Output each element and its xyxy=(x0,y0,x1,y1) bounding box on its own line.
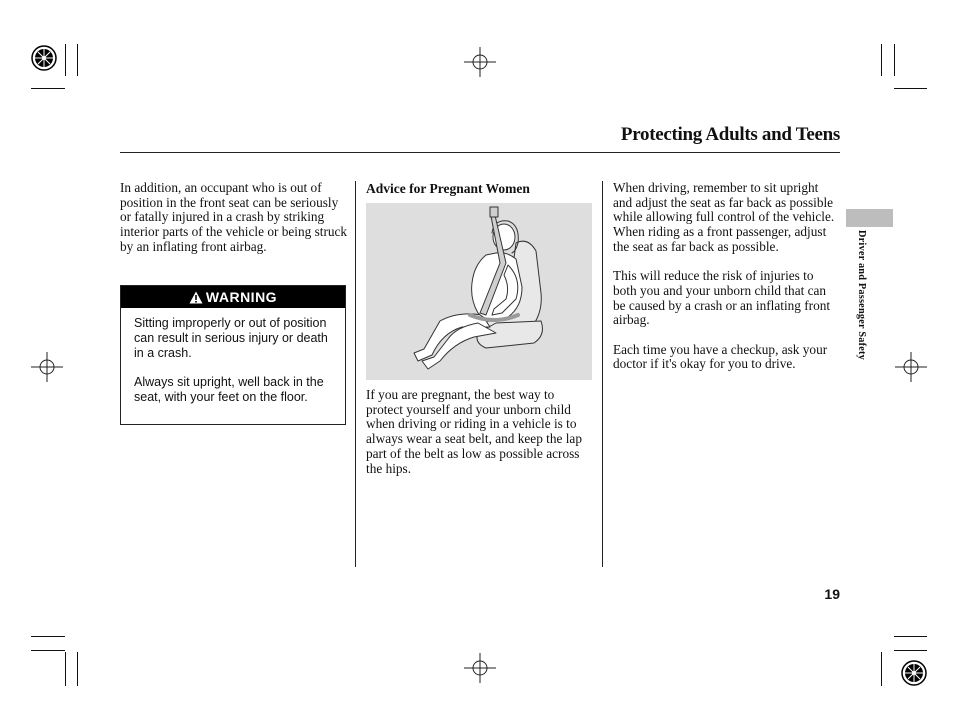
column-divider xyxy=(602,181,603,567)
crosshair-registration-icon xyxy=(462,45,498,79)
body-paragraph: When driving, remember to sit upright and adjust the seat as far back as possible while allowing full control of the vehicle. When riding as a front passenger, adjust the seat as far back as possible. xyxy=(613,180,835,254)
crosshair-registration-icon xyxy=(893,350,929,384)
warning-paragraph: Always sit upright, well back in the seat, with your feet on the floor. xyxy=(134,375,324,404)
warning-header xyxy=(121,286,345,308)
body-paragraph: If you are pregnant, the best way to protect yourself and your unborn child when driving or riding in a vehicle is to always wear a seat belt, and keep the lap part of the belt as low as possible across the hips. xyxy=(366,387,582,476)
warning-label: WARNING xyxy=(205,289,278,305)
column-divider xyxy=(355,181,356,567)
warning-box xyxy=(120,285,346,425)
header-rule xyxy=(120,152,840,153)
page-title: Protecting Adults and Teens xyxy=(620,124,840,145)
crosshair-registration-icon xyxy=(29,350,65,384)
section-tab xyxy=(846,209,893,227)
body-paragraph: This will reduce the risk of injuries to both you and your unborn child that can be caused by a crash or an inflating front airbag. xyxy=(613,268,831,328)
column-3 xyxy=(613,181,835,387)
warning-triangle-icon xyxy=(189,291,203,304)
starburst-target-icon xyxy=(30,44,58,72)
body-paragraph: Each time you have a checkup, ask your doctor if it's okay for you to drive. xyxy=(613,341,828,372)
section-label: Driver and Passenger Safety xyxy=(856,230,867,360)
page-number: 19 xyxy=(824,586,840,602)
warning-paragraph: Sitting improperly or out of position can result in serious injury or death in a crash. xyxy=(134,316,328,360)
crosshair-registration-icon xyxy=(462,651,498,685)
starburst-target-icon xyxy=(900,659,928,687)
warning-body xyxy=(121,308,345,405)
column-2 xyxy=(366,388,592,491)
body-paragraph: In addition, an occupant who is out of position in the front seat can be seriously or fatally injured in a crash by striking interior parts of the vehicle or being struck by an inflating front airbag. xyxy=(120,180,348,254)
pregnant-passenger-illustration xyxy=(366,203,592,380)
section-heading: Advice for Pregnant Women xyxy=(366,181,530,196)
column-1 xyxy=(120,181,350,269)
